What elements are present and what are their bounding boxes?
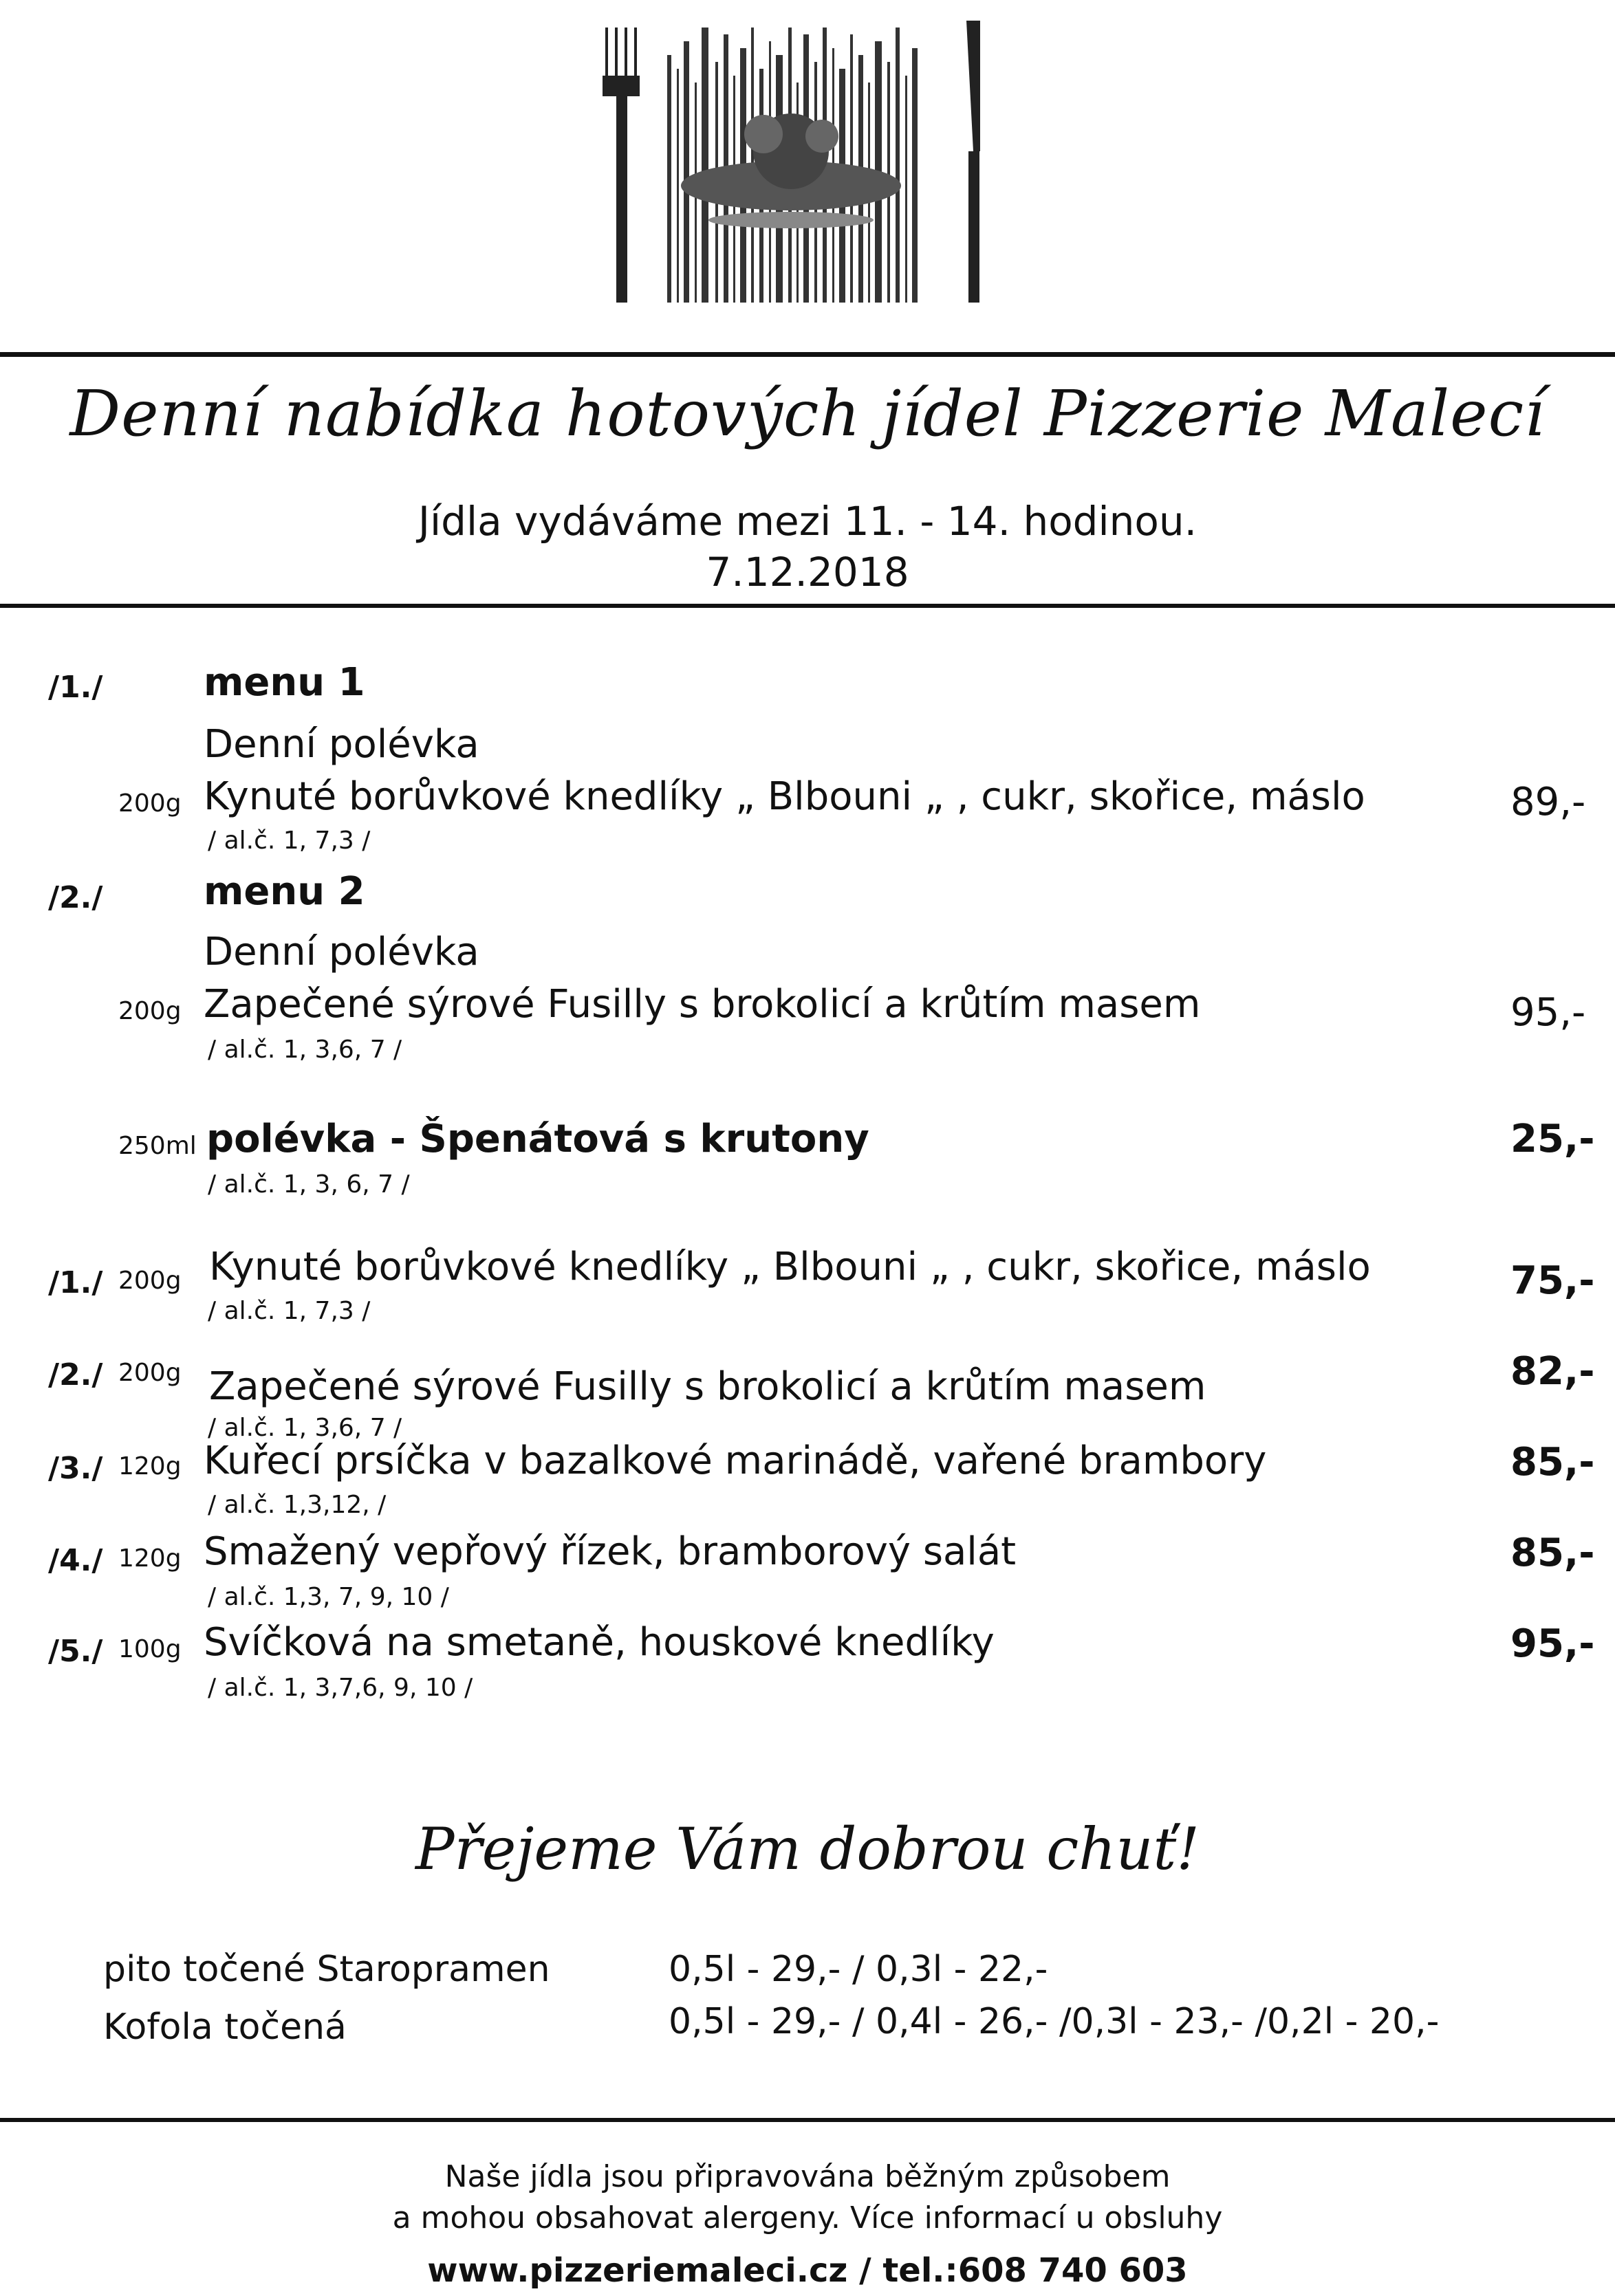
menu-price: 89,- (1510, 780, 1586, 824)
menu-name: menu 2 (204, 869, 365, 914)
header-divider (0, 604, 1615, 608)
dish-price: 85,- (1510, 1440, 1595, 1485)
menu-number: /1./ (48, 670, 103, 705)
dish-price: 85,- (1510, 1531, 1595, 1575)
dish-weight: 120g (118, 1452, 182, 1480)
dish-number: /5./ (48, 1634, 103, 1669)
dish-allergens: / al.č. 1, 3,6, 7 / (208, 1414, 402, 1442)
dish-name: Zapečené sýrové Fusilly s brokolicí a krůtím masem (209, 1364, 1206, 1409)
dish-allergens: / al.č. 1,3,12, / (208, 1491, 387, 1519)
menu-allergens: / al.č. 1, 7,3 / (208, 827, 371, 855)
menu-name: menu 1 (204, 660, 365, 705)
soup-allergens: / al.č. 1, 3, 6, 7 / (208, 1170, 410, 1199)
footer-contact: www.pizzeriemaleci.cz / tel.:608 740 603 (427, 2251, 1188, 2290)
page-title: Denní nabídka hotových jídel Pizzerie Malecí (69, 377, 1546, 450)
menu-dish: Kynuté borůvkové knedlíky „ Blbouni „ , cukr, skořice, máslo (204, 774, 1365, 819)
dish-name: Kynuté borůvkové knedlíky „ Blbouni „ , cukr, skořice, máslo (209, 1245, 1371, 1289)
dish-name: Smažený vepřový řízek, bramborový salát (204, 1529, 1017, 1574)
drink-prices: 0,5l - 29,- / 0,3l - 22,- (669, 1949, 1048, 1990)
menu-soup: Denní polévka (204, 722, 479, 767)
dish-weight: 120g (118, 1544, 182, 1573)
dish-weight: 100g (118, 1635, 182, 1663)
drink-name: Kofola točená (103, 2007, 347, 2048)
dish-price: 75,- (1510, 1258, 1595, 1303)
serving-time: Jídla vydáváme mezi 11. - 14. hodinou. (418, 498, 1197, 545)
soup-weight: 250ml (118, 1132, 197, 1160)
menu-price: 95,- (1510, 990, 1586, 1035)
menu-weight: 200g (118, 789, 182, 818)
dish-allergens: / al.č. 1, 7,3 / (208, 1297, 371, 1325)
dish-allergens: / al.č. 1,3, 7, 9, 10 / (208, 1583, 449, 1611)
menu-date: 7.12.2018 (706, 549, 909, 595)
dish-name: Svíčková na smetaně, houskové knedlíky (204, 1620, 995, 1665)
footer-allergen-note: Naše jídla jsou připravována běžným způsobem (444, 2159, 1171, 2194)
menu-number: /2./ (48, 880, 103, 915)
fork-icon (603, 28, 640, 303)
dish-number: /1./ (48, 1265, 103, 1300)
top-divider (0, 352, 1615, 357)
menu-dish: Zapečené sýrové Fusilly s brokolicí a krůtím masem (204, 982, 1201, 1027)
footer-divider (0, 2118, 1615, 2122)
drink-prices: 0,5l - 29,- / 0,4l - 26,- /0,3l - 23,- /0,2l - 20,- (669, 2001, 1440, 2042)
menu-weight: 200g (118, 997, 182, 1025)
dish-number: /3./ (48, 1451, 103, 1486)
knife-icon (966, 21, 980, 303)
menu-soup: Denní polévka (204, 930, 479, 974)
dish-price: 82,- (1510, 1349, 1595, 1394)
restaurant-logo (592, 14, 1004, 330)
dish-weight: 200g (118, 1267, 182, 1295)
dish-price: 95,- (1510, 1621, 1595, 1666)
drink-name: pito točené Staropramen (103, 1949, 550, 1990)
dish-allergens: / al.č. 1, 3,7,6, 9, 10 / (208, 1674, 473, 1702)
wish-text: Přejeme Vám dobrou chuť! (415, 1815, 1200, 1883)
soup-name: polévka - Špenátová s krutony (206, 1117, 869, 1161)
footer-allergen-note-2: a mohou obsahovat alergeny. Více informací u obsluhy (392, 2200, 1223, 2235)
soup-price: 25,- (1510, 1117, 1595, 1161)
dish-weight: 200g (118, 1359, 182, 1387)
dish-number: /2./ (48, 1357, 103, 1392)
dish-number: /4./ (48, 1543, 103, 1578)
dish-name: Kuřecí prsíčka v bazalkové marinádě, vařené brambory (204, 1439, 1267, 1483)
menu-allergens: / al.č. 1, 3,6, 7 / (208, 1036, 402, 1064)
